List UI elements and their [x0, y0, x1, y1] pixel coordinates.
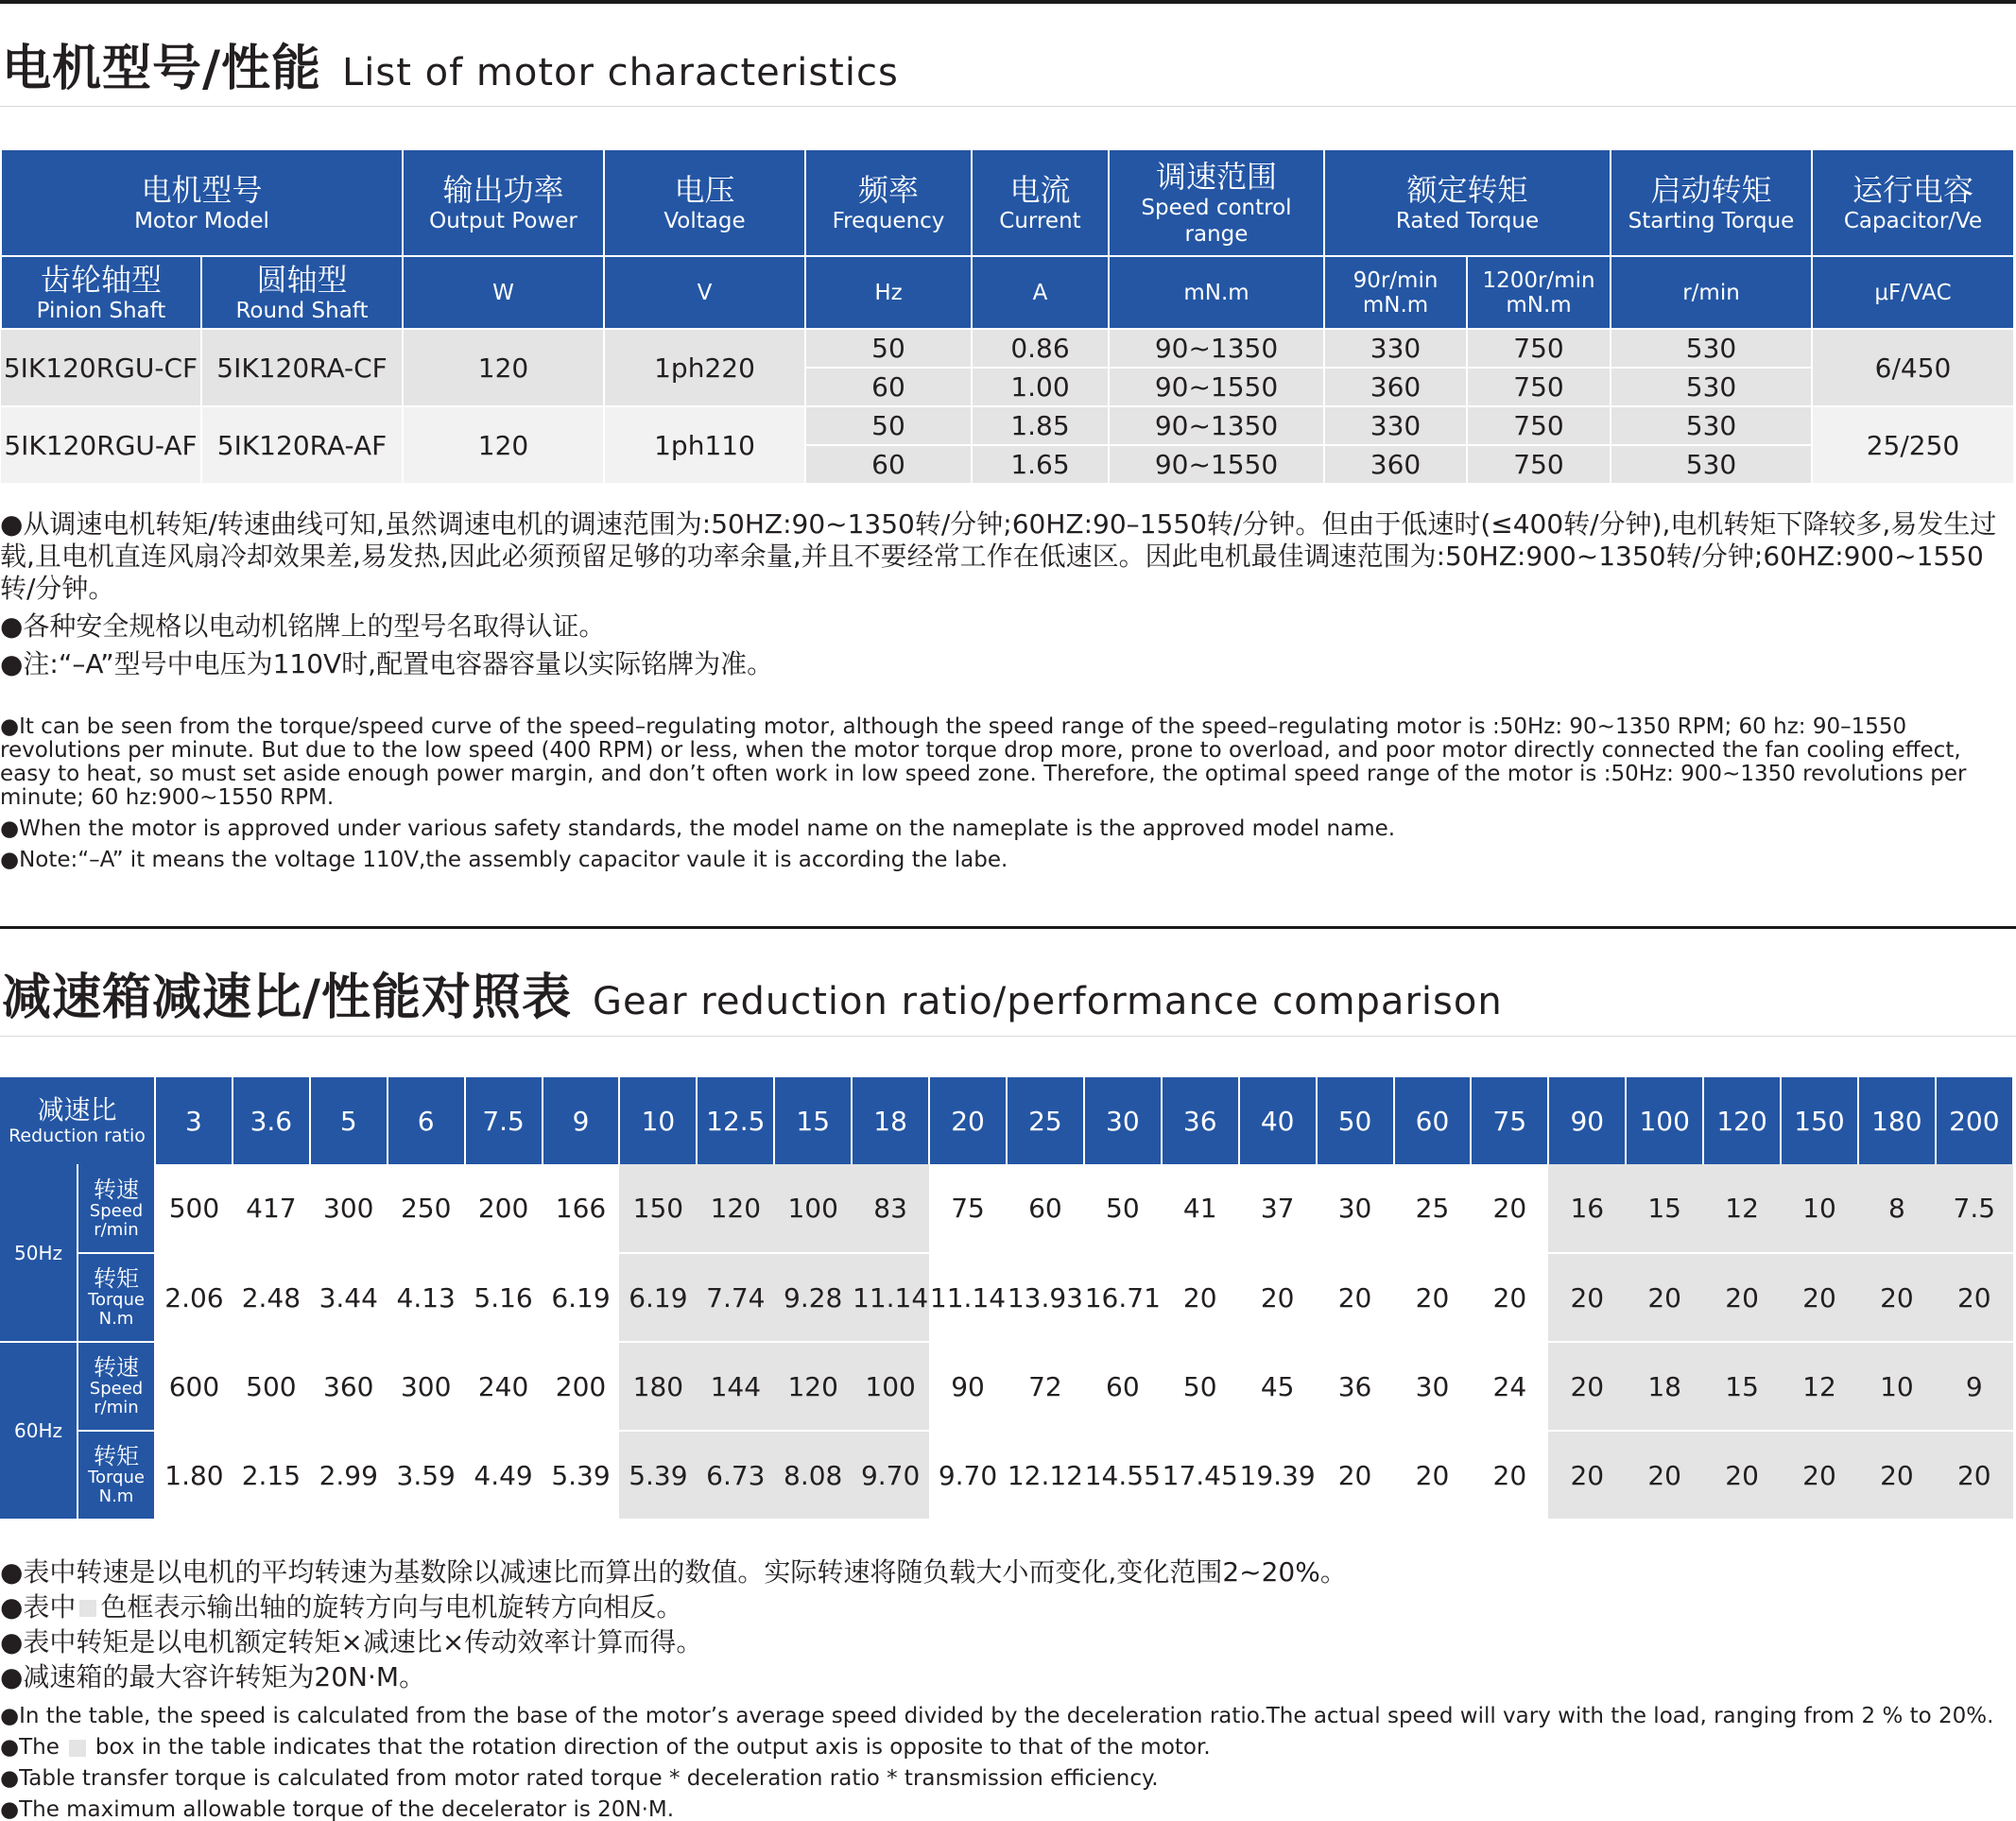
motor-row — [1, 406, 2014, 445]
torque-value: 4.13 — [388, 1253, 465, 1342]
torque-label: 转矩 Torque N.m — [78, 1431, 155, 1520]
speed-value: 15 — [1626, 1164, 1703, 1253]
capacitor: 6/450 — [1812, 329, 2014, 406]
torque-value: 2.06 — [155, 1253, 233, 1342]
speed-value: 240 — [465, 1342, 543, 1431]
50hz-speed-row — [0, 1164, 2013, 1253]
speed-value: 12 — [1781, 1342, 1858, 1431]
torque-value: 11.14 — [929, 1253, 1007, 1342]
speed-value: 75 — [929, 1164, 1007, 1253]
speed-value: 12 — [1703, 1164, 1781, 1253]
torque-value: 16.71 — [1084, 1253, 1162, 1342]
torque-value: 20 — [1703, 1431, 1781, 1520]
speed-value: 144 — [697, 1342, 774, 1431]
speed-value: 36 — [1317, 1342, 1394, 1431]
speed-value: 30 — [1317, 1164, 1394, 1253]
torque-label: 转矩 Torque N.m — [78, 1253, 155, 1342]
speed-value: 41 — [1162, 1164, 1239, 1253]
torque-value: 11.14 — [852, 1253, 929, 1342]
motor-row — [1, 329, 2014, 368]
speed-value: 72 — [1007, 1342, 1084, 1431]
frequency-label: 60Hz — [0, 1342, 78, 1520]
note2-zh-4: ●减速箱的最大容许转矩为20N·M。 — [0, 1661, 426, 1692]
header-starting-torque: 启动转矩 Starting Torque — [1611, 149, 1812, 256]
speed-value: 10 — [1858, 1342, 1936, 1431]
torque-value: 20 — [1548, 1253, 1626, 1342]
header-capacitor: 运行电容 Capacitor/Ve — [1812, 149, 2014, 256]
note2-zh-3: ●表中转矩是以电机额定转矩×减速比×传动效率计算而得。 — [0, 1626, 703, 1658]
speed-value: 250 — [388, 1164, 465, 1253]
speed-value: 30 — [1394, 1342, 1472, 1431]
header-speed-range: 调速范围 Speed control range — [1109, 149, 1324, 256]
ratio-header: 100 — [1626, 1077, 1703, 1164]
ratio-header: 120 — [1703, 1077, 1781, 1164]
torque-value: 20 — [1858, 1253, 1936, 1342]
note-zh-1: ●从调速电机转矩/转速曲线可知,虽然调速电机的调速范围为:50HZ:90~1350转/分钟;60HZ:90–1550转/分钟。但由于低速时(≤400转/分钟),电机转矩下降较多,易发生过载,且电机直连风扇冷却效果差,易发热,因此必须预留足够的功率余量,并且不要经常工作在低速区。因此电机最佳调速范围为:50HZ:900~1350转/分钟;60HZ:900~1550转/分钟。 — [0, 508, 1997, 604]
torque-value: 20 — [1936, 1431, 2013, 1520]
notes2-en — [0, 1701, 2013, 1821]
speed-value: 24 — [1471, 1342, 1548, 1431]
header-motor-model: 电机型号 Motor Model — [1, 149, 403, 256]
speed-value: 417 — [233, 1164, 310, 1253]
torque-value: 4.49 — [465, 1431, 543, 1520]
note2-en-3: ●Table transfer torque is calculated from motor rated torque * deceleration ratio * transmission efficiency. — [0, 1766, 1159, 1791]
header-round-shaft: 圆轴型 Round Shaft — [201, 256, 403, 329]
ratio-header: 200 — [1936, 1077, 2013, 1164]
torque-1200: 750 — [1467, 445, 1611, 484]
torque-90: 360 — [1324, 445, 1467, 484]
speed-value: 500 — [233, 1342, 310, 1431]
ratio-header: 75 — [1471, 1077, 1548, 1164]
ratio-header: 50 — [1317, 1077, 1394, 1164]
note2-en-1: ●In the table, the speed is calculated from the base of the motor’s average speed divided by the deceleration ratio.The actual speed will vary with the load, ranging from 2 % to 20%. — [0, 1704, 1994, 1728]
section2-title-en: Gear reduction ratio/performance comparison — [593, 980, 1503, 1023]
60hz-torque-row — [0, 1431, 2013, 1520]
torque-value: 6.73 — [697, 1431, 774, 1520]
torque-value: 20 — [1781, 1431, 1858, 1520]
gear-table — [0, 1077, 2014, 1520]
note-en-3: ●Note:“–A” it means the voltage 110V,the assembly capacitor vaule it is according the labe. — [0, 848, 1008, 872]
ratio-header: 90 — [1548, 1077, 1626, 1164]
torque-value: 20 — [1858, 1431, 1936, 1520]
note2-en-4: ●The maximum allowable torque of the decelerator is 20N·M. — [0, 1797, 675, 1821]
starting-torque: 530 — [1611, 368, 1812, 406]
output-power: 120 — [403, 406, 604, 484]
torque-1200: 750 — [1467, 406, 1611, 445]
unit-torque-90: 90r/min mN.m — [1324, 256, 1467, 329]
torque-value: 9.28 — [774, 1253, 852, 1342]
speed-value: 300 — [310, 1164, 388, 1253]
speed-value: 8 — [1858, 1164, 1936, 1253]
notes2-zh — [0, 1555, 2013, 1694]
torque-value: 20 — [1936, 1253, 2013, 1342]
50hz-torque-row — [0, 1253, 2013, 1342]
capacitor: 25/250 — [1812, 406, 2014, 484]
note-zh-3: ●注:“–A”型号中电压为110V时,配置电容器容量以实际铭牌为准。 — [0, 648, 774, 679]
torque-90: 360 — [1324, 368, 1467, 406]
section1-title-en: List of motor characteristics — [342, 51, 899, 94]
header-rated-torque: 额定转矩 Rated Torque — [1324, 149, 1611, 256]
torque-value: 20 — [1626, 1253, 1703, 1342]
torque-value: 20 — [1162, 1253, 1239, 1342]
ratio-header: 3 — [155, 1077, 233, 1164]
unit-capacitor: μF/VAC — [1812, 256, 2014, 329]
torque-value: 20 — [1781, 1253, 1858, 1342]
voltage: 1ph110 — [604, 406, 805, 484]
ratio-header: 25 — [1007, 1077, 1084, 1164]
note-zh-2: ●各种安全规格以电动机铭牌上的型号名取得认证。 — [0, 610, 606, 642]
torque-value: 20 — [1317, 1431, 1394, 1520]
torque-value: 3.59 — [388, 1431, 465, 1520]
notes1-zh — [0, 508, 2013, 680]
speed-value: 90 — [929, 1342, 1007, 1431]
speed-value: 45 — [1239, 1342, 1317, 1431]
torque-90: 330 — [1324, 406, 1467, 445]
shade-swatch — [69, 1740, 86, 1757]
ratio-header: 15 — [774, 1077, 852, 1164]
ratio-header: 60 — [1394, 1077, 1472, 1164]
speed-value: 150 — [619, 1164, 697, 1253]
torque-value: 13.93 — [1007, 1253, 1084, 1342]
speed-value: 20 — [1548, 1342, 1626, 1431]
section1-divider — [0, 106, 2016, 107]
speed-value: 60 — [1007, 1164, 1084, 1253]
torque-value: 5.16 — [465, 1253, 543, 1342]
unit-speed-range: mN.m — [1109, 256, 1324, 329]
middle-rule — [0, 926, 2016, 929]
header-output-power: 输出功率 Output Power — [403, 149, 604, 256]
torque-value: 6.19 — [619, 1253, 697, 1342]
speed-value: 60 — [1084, 1342, 1162, 1431]
ratio-header: 30 — [1084, 1077, 1162, 1164]
torque-value: 19.39 — [1239, 1431, 1317, 1520]
speed-value: 10 — [1781, 1164, 1858, 1253]
speed-range: 90~1350 — [1109, 329, 1324, 368]
ratio-header: 7.5 — [465, 1077, 543, 1164]
note2-zh-1: ●表中转速是以电机的平均转速为基数除以减速比而算出的数值。实际转速将随负载大小而变化,变化范围2~20%。 — [0, 1556, 1347, 1588]
notes1-en — [0, 715, 2013, 872]
torque-value: 2.15 — [233, 1431, 310, 1520]
unit-starting-torque: r/min — [1611, 256, 1812, 329]
speed-value: 500 — [155, 1164, 233, 1253]
note-en-1: ●It can be seen from the torque/speed curve of the speed–regulating motor, although the speed range of the speed–regulating motor is :50Hz: 90~1350 RPM; 60 hz: 90–1550 revolutions per minute. But due to the low speed (400 RPM) or less, when the motor torque drop more, prone to overload, and poor motor directly connected the fan cooling effect, easy to heat, so must set aside enough power margin, and don’t often work in low speed zone. Therefore, the optimal speed range of the motor is :50Hz: 900~1350 revolutions per minute; 60 hz:900~1550 RPM. — [0, 714, 1967, 810]
ratio-header: 9 — [543, 1077, 620, 1164]
speed-value: 37 — [1239, 1164, 1317, 1253]
torque-value: 12.12 — [1007, 1431, 1084, 1520]
torque-value: 5.39 — [619, 1431, 697, 1520]
speed-value: 360 — [310, 1342, 388, 1431]
torque-value: 5.39 — [543, 1431, 620, 1520]
torque-value: 20 — [1394, 1431, 1472, 1520]
torque-value: 20 — [1548, 1431, 1626, 1520]
speed-value: 15 — [1703, 1342, 1781, 1431]
speed-value: 50 — [1162, 1342, 1239, 1431]
note2-zh-2: ●表中 色框表示输出轴的旋转方向与电机旋转方向相反。 — [0, 1591, 683, 1623]
header-current: 电流 Current — [972, 149, 1109, 256]
header-voltage: 电压 Voltage — [604, 149, 805, 256]
speed-value: 166 — [543, 1164, 620, 1253]
speed-value: 200 — [543, 1342, 620, 1431]
ratio-header: 180 — [1858, 1077, 1936, 1164]
voltage: 1ph220 — [604, 329, 805, 406]
torque-value: 20 — [1471, 1253, 1548, 1342]
shade-swatch — [79, 1600, 96, 1617]
torque-value: 6.19 — [543, 1253, 620, 1342]
pinion-model: 5IK120RGU-CF — [1, 329, 201, 406]
unit-power: W — [403, 256, 604, 329]
ratio-header: 12.5 — [697, 1077, 774, 1164]
torque-value: 2.48 — [233, 1253, 310, 1342]
speed-value: 16 — [1548, 1164, 1626, 1253]
torque-value: 3.44 — [310, 1253, 388, 1342]
speed-value: 600 — [155, 1342, 233, 1431]
speed-value: 120 — [697, 1164, 774, 1253]
speed-range: 90~1550 — [1109, 445, 1324, 484]
speed-value: 100 — [774, 1164, 852, 1253]
speed-label: 转速 Speed r/min — [78, 1342, 155, 1431]
torque-90: 330 — [1324, 329, 1467, 368]
torque-value: 8.08 — [774, 1431, 852, 1520]
current: 1.65 — [972, 445, 1109, 484]
section1-title — [2, 28, 899, 99]
section1-title-zh: 电机型号/性能 — [2, 41, 321, 97]
section2-title-zh: 减速箱减速比/性能对照表 — [2, 970, 572, 1026]
motor-table — [0, 148, 2015, 485]
ratio-header: 40 — [1239, 1077, 1317, 1164]
current: 0.86 — [972, 329, 1109, 368]
torque-value: 20 — [1394, 1253, 1472, 1342]
torque-value: 2.99 — [310, 1431, 388, 1520]
current: 1.85 — [972, 406, 1109, 445]
unit-torque-1200: 1200r/min mN.m — [1467, 256, 1611, 329]
pinion-model: 5IK120RGU-AF — [1, 406, 201, 484]
speed-value: 180 — [619, 1342, 697, 1431]
torque-value: 20 — [1703, 1253, 1781, 1342]
speed-value: 7.5 — [1936, 1164, 2013, 1253]
ratio-header: 18 — [852, 1077, 929, 1164]
section2-divider — [0, 1036, 2016, 1037]
speed-value: 100 — [852, 1342, 929, 1431]
frequency: 60 — [805, 368, 972, 406]
header-frequency: 频率 Frequency — [805, 149, 972, 256]
gear-header-row — [0, 1077, 2013, 1164]
ratio-header: 36 — [1162, 1077, 1239, 1164]
torque-value: 20 — [1626, 1431, 1703, 1520]
speed-value: 120 — [774, 1342, 852, 1431]
round-model: 5IK120RA-AF — [201, 406, 403, 484]
speed-value: 20 — [1471, 1164, 1548, 1253]
speed-value: 9 — [1936, 1342, 2013, 1431]
ratio-header: 5 — [310, 1077, 388, 1164]
torque-value: 20 — [1239, 1253, 1317, 1342]
speed-label: 转速 Speed r/min — [78, 1164, 155, 1253]
torque-1200: 750 — [1467, 368, 1611, 406]
torque-value: 20 — [1317, 1253, 1394, 1342]
torque-value: 17.45 — [1162, 1431, 1239, 1520]
ratio-header: 3.6 — [233, 1077, 310, 1164]
round-model: 5IK120RA-CF — [201, 329, 403, 406]
torque-value: 9.70 — [852, 1431, 929, 1520]
unit-frequency: Hz — [805, 256, 972, 329]
torque-value: 7.74 — [697, 1253, 774, 1342]
ratio-header: 20 — [929, 1077, 1007, 1164]
torque-value: 1.80 — [155, 1431, 233, 1520]
starting-torque: 530 — [1611, 406, 1812, 445]
ratio-header: 10 — [619, 1077, 697, 1164]
speed-value: 83 — [852, 1164, 929, 1253]
ratio-header: 6 — [388, 1077, 465, 1164]
ratio-header: 150 — [1781, 1077, 1858, 1164]
60hz-speed-row — [0, 1342, 2013, 1431]
current: 1.00 — [972, 368, 1109, 406]
speed-value: 200 — [465, 1164, 543, 1253]
top-rule — [0, 0, 2016, 4]
speed-range: 90~1350 — [1109, 406, 1324, 445]
speed-range: 90~1550 — [1109, 368, 1324, 406]
starting-torque: 530 — [1611, 329, 1812, 368]
speed-value: 25 — [1394, 1164, 1472, 1253]
torque-1200: 750 — [1467, 329, 1611, 368]
unit-current: A — [972, 256, 1109, 329]
note2-en-2: ●The box in the table indicates that the rotation direction of the output axis is opposite to that of the motor. — [0, 1735, 1211, 1760]
speed-value: 50 — [1084, 1164, 1162, 1253]
section2-title — [2, 957, 1503, 1028]
frequency: 60 — [805, 445, 972, 484]
output-power: 120 — [403, 329, 604, 406]
torque-value: 9.70 — [929, 1431, 1007, 1520]
unit-voltage: V — [604, 256, 805, 329]
speed-value: 18 — [1626, 1342, 1703, 1431]
frequency: 50 — [805, 329, 972, 368]
frequency-label: 50Hz — [0, 1164, 78, 1342]
speed-value: 300 — [388, 1342, 465, 1431]
frequency: 50 — [805, 406, 972, 445]
note-en-2: ●When the motor is approved under various safety standards, the model name on the nameplate is the approved model name. — [0, 816, 1396, 841]
header-pinion-shaft: 齿轮轴型 Pinion Shaft — [1, 256, 201, 329]
starting-torque: 530 — [1611, 445, 1812, 484]
torque-value: 14.55 — [1084, 1431, 1162, 1520]
header-reduction-ratio: 减速比 Reduction ratio — [0, 1077, 155, 1164]
torque-value: 20 — [1471, 1431, 1548, 1520]
